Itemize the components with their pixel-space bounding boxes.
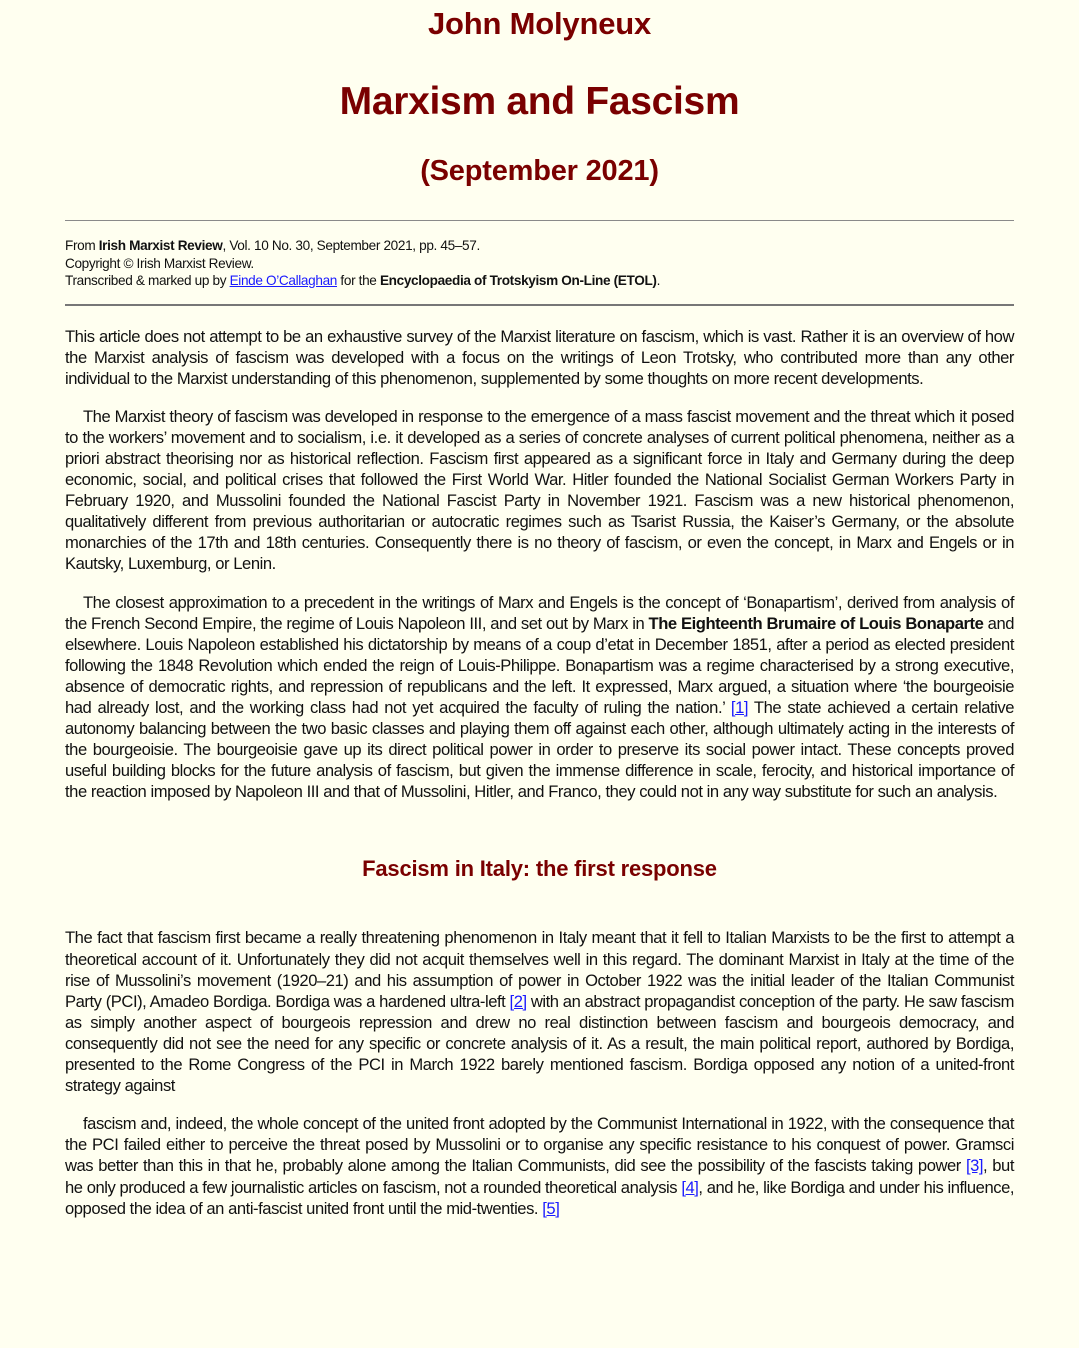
source-info <box>65 237 1014 290</box>
article-title: Marxism and Fascism <box>339 80 740 123</box>
source-citation: From Irish Marxist Review, Vol. 10 No. 30, September 2021, pp. 45–57. <box>65 238 480 253</box>
paragraph-gramsci: fascism and, indeed, the whole concept of the united front adopted by the Communist International in 1922, with the consequence that the PCI failed either to perceive the threat posed by Mussolini or to organise any specific resistance to his conquest of power. Gramsci was better than this in that he, probably alone among the Italian Communists, did see the possibility of the fascists taking power [3], but he only produced a few journalistic articles on fascism, not a rounded theoretical analysis [4], and he, like Bordiga and under his influence, opposed the idea of an anti-fascist united front until the mid-twenties. [5] <box>65 1114 1015 1218</box>
top-divider <box>65 220 1014 221</box>
footnote-link-5[interactable]: [5] <box>542 1198 560 1218</box>
bottom-divider <box>65 304 1014 306</box>
footnote-link-1[interactable]: [1] <box>730 698 749 717</box>
paragraph-italy: The fact that fascism first became a really threatening phenomenon in Italy meant that it fell to Italian Marxists to be the first to attempt a theoretical account of it. Unfortunately they did not acquit themselves well in this regard. The dominant Marxist in Italy at the time of the rise of Mussolini’s movement (1920–21) and his assumption of power in October 1922 was the initial leader of the Italian Communist Party (PCI), Amadeo Bordiga. Bordiga was a hardened ultra-left [2] with an abstract propagandist conception of the party. He saw fascism as simply another aspect of bourgeois repression and drew no real distinction between fascism and bourgeois democracy, and consequently did not see the need for any specific or concrete analysis of it. As a result, the main political report, authored by Bordiga, presented to the Rome Congress of the PCI in March 1922 barely mentioned fascism. Bordiga opposed any notion of a united-front strategy against <box>65 928 1014 1096</box>
footnote-link-4[interactable]: [4] <box>681 1177 699 1197</box>
paragraph-bonapartism: The closest approximation to a precedent in the writings of Marx and Engels is the concept of ‘Bonapartism’, derived from analysis of the French Second Empire, the regime of Louis Napoleon III, and set out by Marx in The Eighteenth Brumaire of Louis Bonaparte and elsewhere. Louis Napoleon established his dictatorship by means of a coup d’etat in December 1851, after a period as elected president following the 1848 Revolution which ended the reign of Louis-Philippe. Bonapartism was a regime characterised by a strong executive, absence of democratic rights, and repression of republicans and the left. It expressed, Marx argued, a situation where ‘the bourgeoisie had already lost, and the working class had not yet acquired the faculty of ruling the nation.’ [1] The state achieved a certain relative autonomy balancing between the two basic classes and playing them off against each other, although ultimately acting in the interests of the bourgeoisie. The bourgeoisie gave up its direct political power in order to preserve its social power intact. These concepts proved useful building blocks for the future analysis of fascism, but given the immense difference in scale, ferocity, and historical importance of the reaction imposed by Napoleon III and that of Mussolini, Hitler, and Franco, they could not in any way substitute for such an analysis. <box>65 592 1015 802</box>
copyright-notice: Copyright © Irish Marxist Review. <box>65 255 254 271</box>
article-date: (September 2021) <box>420 155 659 187</box>
article-body <box>65 326 1014 1219</box>
book-title: The Eighteenth Brumaire of Louis Bonaparte <box>648 613 984 633</box>
transcriber-link[interactable]: Einde O’Callaghan <box>229 273 337 288</box>
footnote-link-2[interactable]: [2] <box>509 991 527 1011</box>
transcription-credit: Transcribed & marked up by Einde O’Callaghan for the Encyclopaedia of Trotskyism On-Line (ETOL). <box>65 273 661 288</box>
paragraph-theory: The Marxist theory of fascism was developed in response to the emergence of a mass fascist movement and the threat which it posed to the workers’ movement and to socialism, i.e. it developed as a series of concrete analyses of current political phenomena, neither as a priori abstract theorising nor as historical reflection. Fascism first appeared as a significant force in Italy and Germany during the deep economic, social, and political crises that followed the First World War. Hitler founded the National Socialist German Workers Party in February 1920, and Mussolini founded the National Fascist Party in November 1921. Fascism was a new historical phenomenon, qualitatively different from previous authoritarian or autocratic regimes such as Tsarist Russia, the Kaiser’s Germany, or the absolute monarchies of the 17th and 18th centuries. Consequently there is no theory of fascism, or even the concept, in Marx and Engels or in Kautsky, Luxemburg, or Lenin. <box>65 406 1014 574</box>
section-heading: Fascism in Italy: the first response <box>362 856 717 882</box>
journal-name: Irish Marxist Review <box>98 238 223 253</box>
author-name: John Molyneux <box>427 6 652 41</box>
encyclopaedia-name: Encyclopaedia of Trotskyism On-Line (ETOL) <box>379 273 657 288</box>
paragraph-intro: This article does not attempt to be an exhaustive survey of the Marxist literature on fascism, which is vast. Rather it is an overview of how the Marxist analysis of fascism was developed with a focus on the writings of Leon Trotsky, who contributed more than any other individual to the Marxist understanding of this phenomenon, supplemented by some thoughts on more recent developments. <box>65 326 1014 388</box>
footnote-link-3[interactable]: [3] <box>965 1156 984 1176</box>
